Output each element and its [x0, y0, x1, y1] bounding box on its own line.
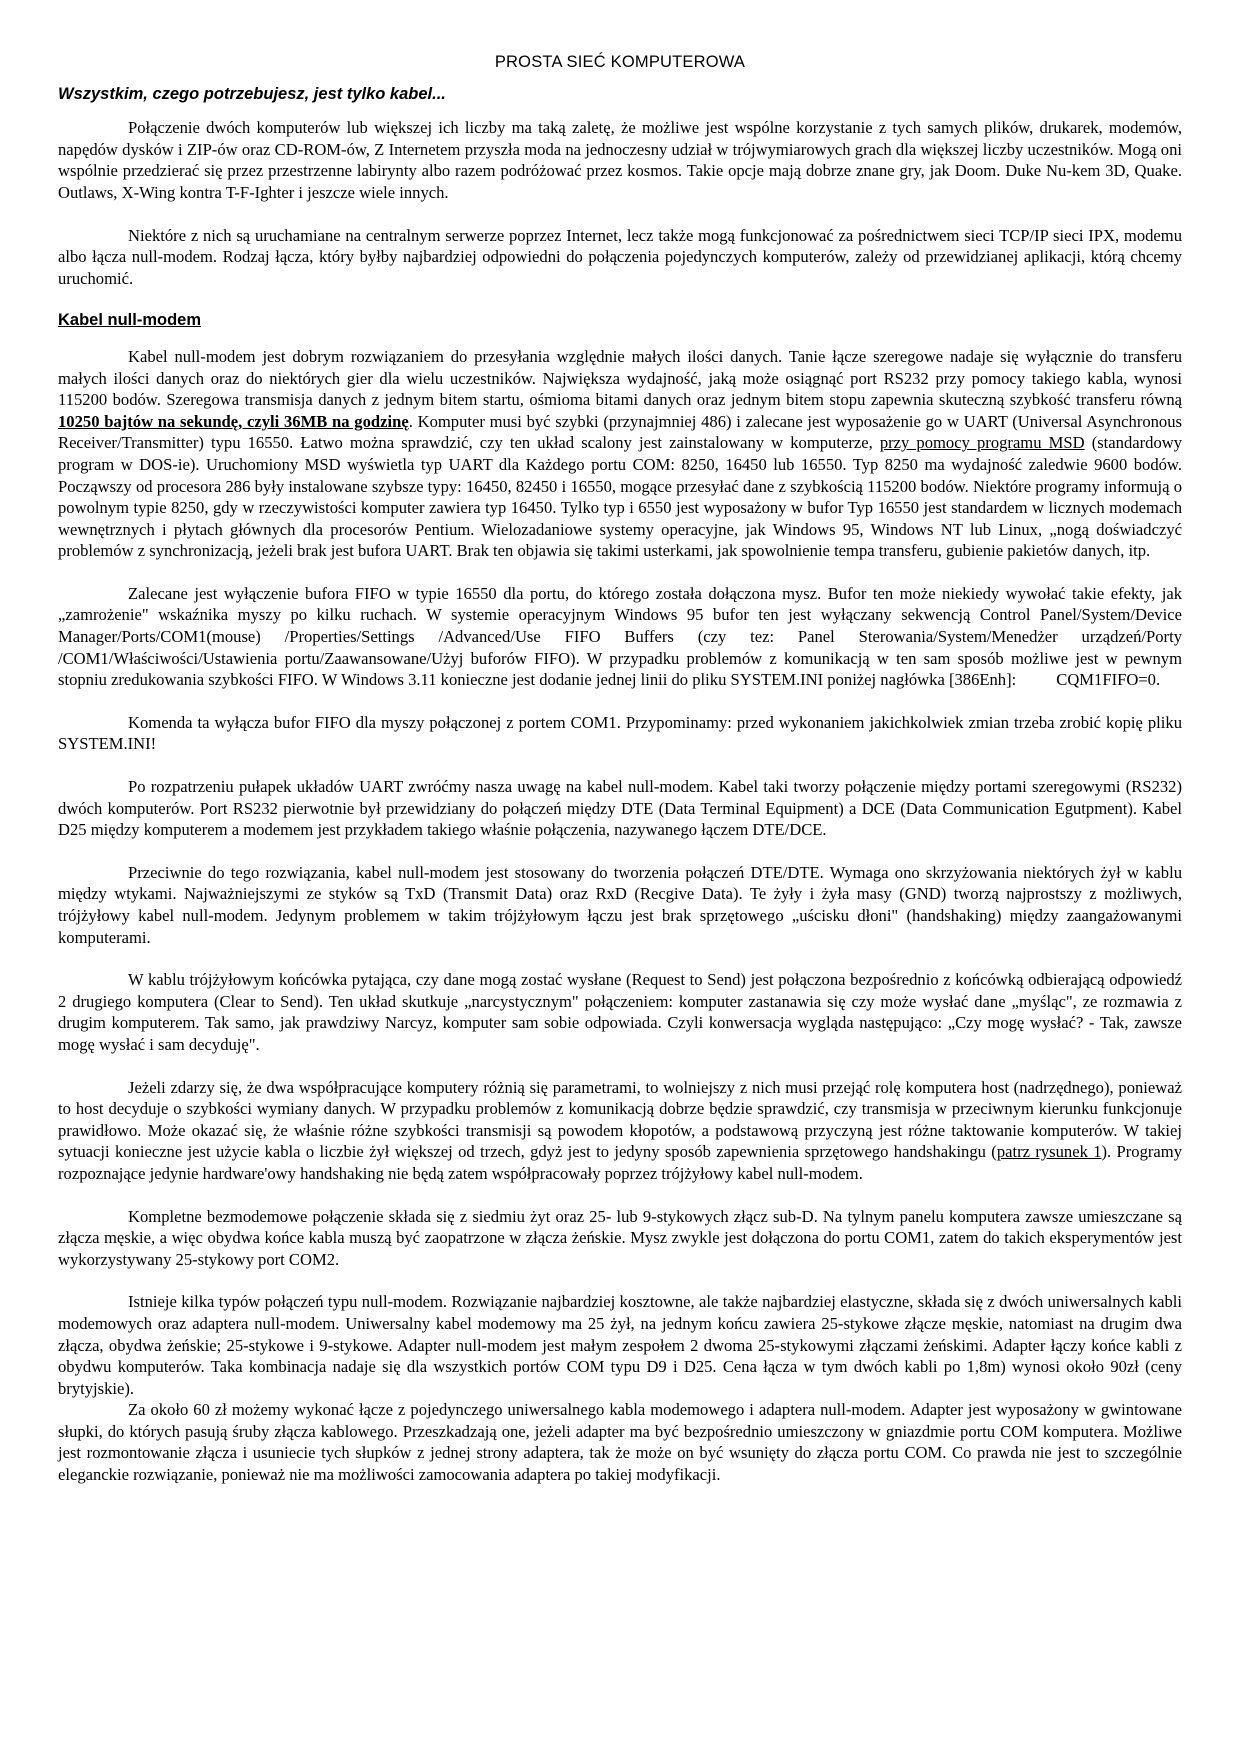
paragraph-text: . Komputer musi być szybki (przynajmniej 486) i zalecane jest wyposażenie go w UART (Universal Asynchronous Receiver/Transmitter) typu 16550. Łatwo można sprawdzić, czy ten układ scalony jest zainstalowany w komputerze,	[58, 411, 1182, 453]
paragraph-fifo-command: Komenda ta wyłącza bufor FIFO dla myszy połączonej z portem COM1. Przypominamy: przed wykonaniem jakichkolwiek zmian trzeba zrobić kopię pliku SYSTEM.INI!	[58, 712, 1182, 754]
paragraph-fifo	[58, 583, 1182, 691]
paragraph-dte-dte: Przeciwnie do tego rozwiązania, kabel null-modem jest stosowany do tworzenia połączeń DTE/DTE. Wymaga ono skrzyżowania niektórych żył w kablu między wtykami. Najważniejszymi ze styków są TxD (Transmit Data) oraz RxD (Recgive Data). Te żyły i żyła masy (GND) tworzą najprostszy z możliwych, trójżyłowy kabel null-modem. Jedynym problemem w takim trójżyłowym łączu jest brak sprzętowego „uścisku dłoni" (handshaking) między zaangażowanymi komputerami.	[58, 862, 1182, 947]
transfer-rate-link[interactable]: 10250 bajtów na sekundę, czyli 36MB na godzinę	[58, 411, 409, 431]
paragraph-host	[58, 1077, 1182, 1185]
code-line: CQM1FIFO=0.	[1056, 670, 1161, 690]
paragraph-adapter: Za około 60 zł możemy wykonać łącze z pojedynczego uniwersalnego kabla modemowego i adaptera null-modem. Adapter jest wyposażony w gwintowane słupki, do których pasują śruby złącza kablowego. Przeszkadzają one, jeżeli adapter ma być bezpośrednio umieszczony w gniazdmie portu COM komputera. Możliwe jest rozmontowanie złącza i usuniecie tych słupków z jednej strony adaptera, tak że może on być wsunięty do złącza portu COM. Co prawda nie jest to szczególnie eleganckie rozwiązanie, ponieważ nie ma możliwości zamocowania adaptera po takiej modyfikacji.	[58, 1400, 1182, 1485]
paragraph-uart-traps: Po rozpatrzeniu pułapek układów UART zwróćmy nasza uwagę na kabel null-modem. Kabel taki tworzy połączenie między portami szeregowymi (RS232) dwóch komputerów. Port RS232 pierwotnie był przewidziany do połączeń między DTE (Data Terminal Equipment) a DCE (Data Communication Egutpment). Kabel D25 między komputerem a modemem jest przykładem takiego właśnie połączenia, nazywanego łączem DTE/DCE.	[58, 777, 1182, 840]
paragraph-text: Zalecane jest wyłączenie bufora FIFO w typie 16550 dla portu, do którego została dołączona mysz. Bufor ten może niekiedy wywołać takie efekty, jak „zamrożenie" wskaźnika myszy po kilku ruchach. W systemie operacyjnym Windows 95 bufor ten jest wyłączany sekwencją Control Panel/System/Device Manager/Ports/COM1(mouse) /Properties/Settings /Advanced/Use FIFO Buffers (czy tez: Panel Sterowania/System/Menedżer urządzeń/Porty /COM1/Właściwości/Ustawienia portu/Zaawansowane/Użyj buforów FIFO). W przypadku problemów z komunikacją w ten sam sposób możliwe jest w pewnym stopniu zredukowania szybkości FIFO. W Windows 3.11 konieczne jest dodanie jednej linii do pliku SYSTEM.INI poniżej nagłówka [386Enh]:	[58, 583, 1182, 690]
paragraph-text: Kabel null-modem jest dobrym rozwiązaniem do przesyłania względnie małych ilości danych. Tanie łącze szeregowe nadaje się wyłącznie do transferu małych ilości danych oraz do niektórych gier dla wielu uczestników. Największa wydajność, jaką może osiągnąć port RS232 przy pomocy takiego kabla, wynosi 115200 bodów. Szeregowa transmisja danych z jednym bitem startu, ośmioma bitami danych oraz jednym bitem stopu zapewnia skuteczną szybkość transferu równą	[58, 346, 1182, 410]
paragraph-intro-2: Niektóre z nich są uruchamiane na centralnym serwerze poprzez Internet, lecz także mogą funkcjonować za pośrednictwem sieci TCP/IP sieci IPX, modemu albo łącza null-modem. Rodzaj łącza, który byłby najbardziej odpowiedni do połączenia pojedynczych komputerów, zależy od przewidzianej aplikacji, którą chcemy uruchomić.	[58, 225, 1182, 288]
paragraph-three-wire: W kablu trójżyłowym końcówka pytająca, czy dane mogą zostać wysłane (Request to Send) jest połączona bezpośrednio z końcówką odbierającą odpowiedź 2 drugiego komputera (Clear to Send). Ten układ skutkuje „narcystycznym" połączeniem: komputer zastanawia się czy może wysłać dane „myśląc", ze rozmawia z drugim komputerem. Tak samo, jak prawdziwy Narcyz, komputer sam sobie odpowiada. Czyli konwersacja wygląda następująco: „Czy mogę wysłać? - Tak, zawsze mogę wysłać i sam decyduję".	[58, 970, 1182, 1054]
document-page	[58, 52, 1182, 1507]
paragraph-null-modem-intro	[58, 346, 1182, 562]
paragraph-text: ). Programy rozpoznające jedynie hardware'owy handshaking nie będą zatem współpracowały poprzez trójżyłowy kabel null-modem.	[58, 1142, 1182, 1183]
paragraph-text: (standardowy program w DOS-ie). Uruchomiony MSD wyświetla typ UART dla Każdego portu COM: 8250, 16450 lub 16550. Typ 8250 ma wydajność zaledwie 9600 bodów. Począwszy od procesora 286 były instalowane szybsze typy: 16450, 82450 i 16550, mogące przesyłać dane z szybkością 115200 bodów. Niektóre programy informują o powolnym typie 8250, gdy w rzeczywistości komputer zawiera typ 16450. Tylko typ i 6550 jest wyposażony w bufor Typ 16550 jest standardem w licznych modemach wewnętrznych i płytach głównych dla procesorów Pentium. Wielozadaniowe systemy operacyjne, jak Windows 95, Windows NT lub Linux, „nogą doświadczyć problemów z synchronizacją, jeżeli brak jest bufora UART. Brak ten objawia się takimi usterkami, jak spowolnienie tempa transferu, gubienie pakietów danych, itp.	[58, 433, 1183, 561]
paragraph-intro-1: Połączenie dwóch komputerów lub większej ich liczby ma taką zaletę, że możliwe jest wspólne korzystanie z tych samych plików, drukarek, modemów, napędów dysków i ZIP-ów oraz CD-ROM-ów, Z Internetem przyszła moda na jednoczesny udział w trójwymiarowych grach dla większej liczby uczestników. Mogą oni wspólnie przedzierać się przez przestrzenne labirynty albo razem podróżować przez kosmos. Takie opcje mają dobrze znane gry, jak Doom. Duke Nu-kem 3D, Quake. Outlaws, X-Wing kontra T-F-Ighter i jeszcze wiele innych.	[58, 118, 1182, 202]
document-subtitle: Wszystkim, czego potrzebujesz, jest tylko kabel...	[58, 84, 446, 103]
paragraph-text: Jeżeli zdarzy się, że dwa współpracujące komputery różnią się parametrami, to wolniejszy z nich musi przejąć rolę komputera host (nadrzędnego), ponieważ to host decyduje o szybkości wymiany danych. W przypadku problemów z komunikacją dobrze będzie sprawdzić, czy transmisja w przeciwnym kierunku funkcjonuje prawidłowo. Może okazać się, że właśnie różne szybkości transmisji są powodem kłopotów, a podstawową przyczyną jest różne taktowanie komputerów. W takiej sytuacji konieczne jest użycie kabla o liczbie żył większej od trzech, gdyż jest to jedyny sposób zapewnienia sprzętowego handshakingu (	[58, 1077, 1182, 1162]
section-heading: Kabel null-modem	[58, 311, 202, 330]
paragraph-complete-connection: Kompletne bezmodemowe połączenie składa się z siedmiu żyt oraz 25- lub 9-stykowych złącz sub-D. Na tylnym panelu komputera zawsze umieszczane są złącza męskie, a więc obydwa końce kabla muszą być zaopatrzone w złącza żeńskie. Mysz zwykle jest dołączona do portu COM1, zatem do takich eksperymentów jest wykorzystywany 25-stykowy port COM2.	[58, 1206, 1182, 1269]
paragraph-types: Istnieje kilka typów połączeń typu null-modem. Rozwiązanie najbardziej kosztowne, ale także najbardziej elastyczne, składa się z dwóch uniwersalnych kabli modemowych oraz adaptera null-modem. Uniwersalny kabel modemowy ma 25 żył, na jednym końcu zawiera 25-stykowe złącze męskie, natomiast na drugim dwa złącza, obydwa żeńskie; 25-stykowe i 9-stykowe. Adapter null-modem jest małym zespołem 2 dwoma 25-stykowymi złączami żeńskimi. Adapter łączy końce kabli z obydwu komputerów. Taka kombinacja nadaje się dla wszystkich portów COM typu D9 i D25. Cena łącza w tym dwóch kabli po 1,8m) wynosi około 90zł (ceny brytyjskie).	[58, 1292, 1182, 1398]
figure-1-link[interactable]: patrz rysunek 1	[996, 1142, 1102, 1162]
msd-program-link[interactable]: przy pomocy programu MSD	[879, 433, 1085, 453]
document-title: PROSTA SIEĆ KOMPUTEROWA	[494, 53, 746, 71]
